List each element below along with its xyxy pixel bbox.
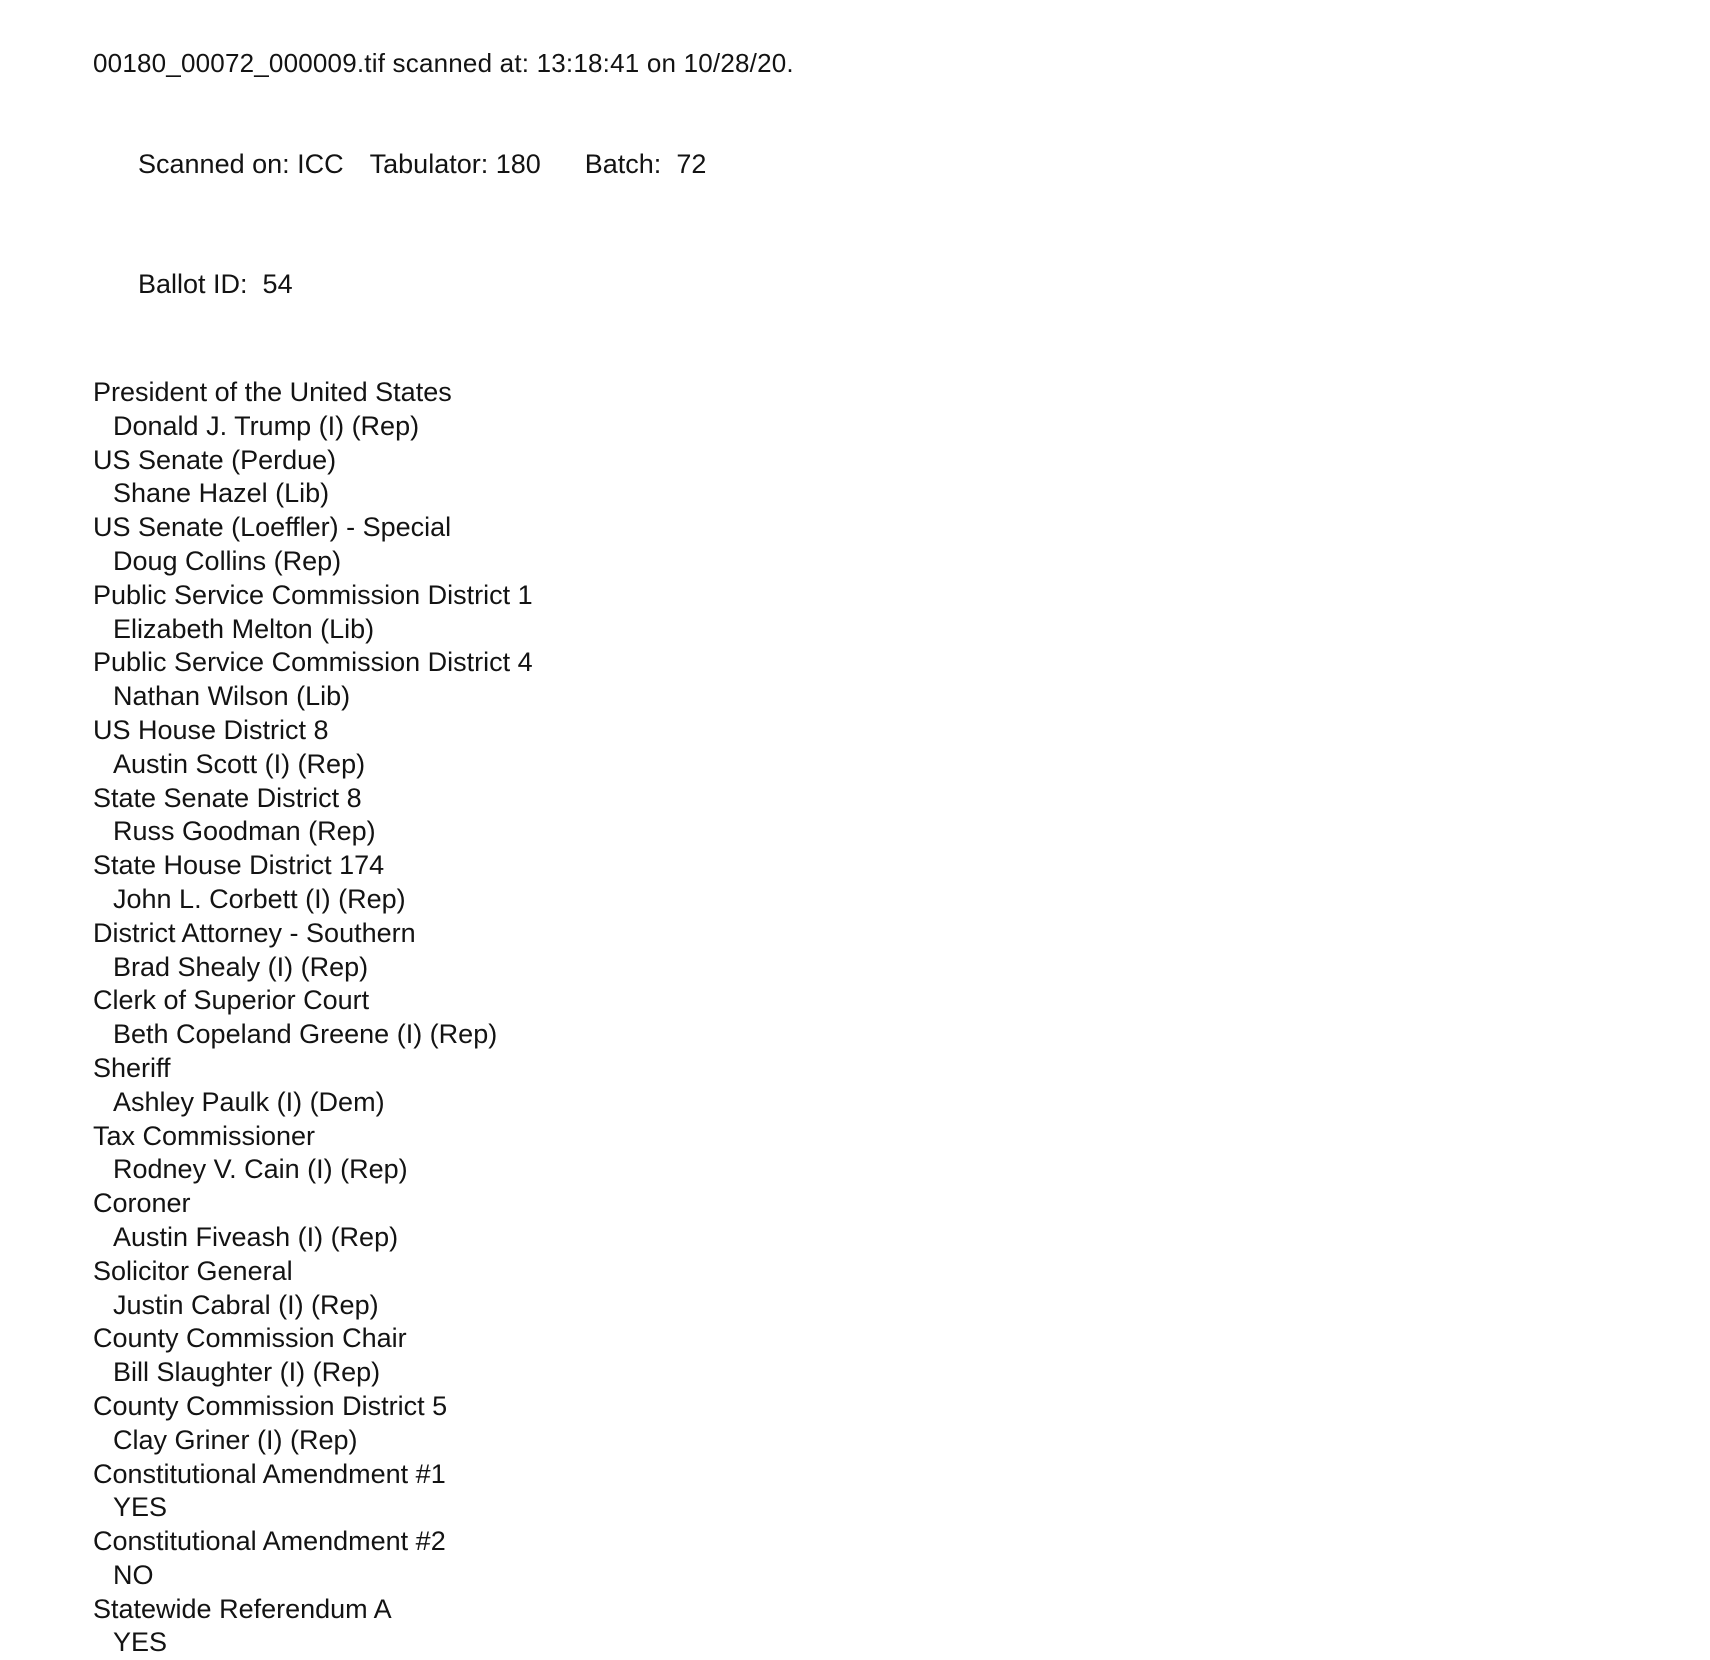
contest-block: [93, 646, 1670, 714]
contest-block: [93, 1458, 1670, 1526]
contest-block: [93, 511, 1670, 579]
contest-block: [93, 1390, 1670, 1458]
contest-block: [93, 444, 1670, 512]
contest-name: County Commission District 5: [93, 1390, 448, 1421]
contest-block: [93, 1255, 1670, 1323]
contest-selection: Austin Scott (I) (Rep): [113, 748, 366, 779]
contest-selection: Bill Slaughter (I) (Rep): [113, 1357, 381, 1388]
contest-list: [93, 376, 1670, 1660]
contest-selection: Justin Cabral (I) (Rep): [113, 1289, 379, 1320]
contest-name: Constitutional Amendment #2: [93, 1526, 446, 1557]
scanned-on-value: Scanned on: ICC: [138, 149, 344, 179]
contest-selection: YES: [113, 1627, 168, 1658]
contest-name: District Attorney - Southern: [93, 917, 416, 948]
contest-selection: Shane Hazel (Lib): [113, 478, 330, 509]
contest-selection: Doug Collins (Rep): [113, 545, 342, 576]
contest-selection: Donald J. Trump (I) (Rep): [113, 410, 420, 441]
contest-name: Public Service Commission District 4: [93, 647, 533, 678]
contest-selection: Austin Fiveash (I) (Rep): [113, 1221, 399, 1252]
contest-name: Statewide Referendum A: [93, 1593, 392, 1624]
scan-file-line: 00180_00072_000009.tif scanned at: 13:18:41 on 10/28/20.: [93, 48, 794, 78]
batch-value: Batch: 72: [584, 149, 707, 179]
contest-selection: Rodney V. Cain (I) (Rep): [113, 1154, 408, 1185]
contest-block: [93, 1593, 1670, 1660]
contest-block: [93, 917, 1670, 985]
contest-name: President of the United States: [93, 377, 452, 407]
contest-block: [93, 984, 1670, 1052]
contest-selection: John L. Corbett (I) (Rep): [113, 883, 406, 914]
contest-name: State Senate District 8: [93, 782, 362, 813]
contest-name: Clerk of Superior Court: [93, 985, 370, 1016]
contest-name: Public Service Commission District 1: [93, 579, 533, 610]
contest-block: [93, 1322, 1670, 1390]
contest-selection: NO: [113, 1559, 154, 1590]
contest-block: [93, 1120, 1670, 1188]
contest-block: [93, 1187, 1670, 1255]
scan-meta-block: [93, 104, 1670, 344]
tabulator-value: Tabulator: 180: [369, 149, 541, 179]
contest-name: Sheriff: [93, 1052, 171, 1083]
contest-selection: Brad Shealy (I) (Rep): [113, 951, 369, 982]
contest-block: [93, 579, 1670, 647]
contest-name: Tax Commissioner: [93, 1120, 316, 1151]
contest-name: US House District 8: [93, 714, 329, 745]
contest-name: US Senate (Loeffler) - Special: [93, 512, 452, 543]
contest-name: County Commission Chair: [93, 1323, 407, 1354]
ballot-id-row: [93, 224, 1670, 344]
contest-name: Constitutional Amendment #1: [93, 1458, 446, 1489]
contest-block: [93, 1525, 1670, 1593]
contest-selection: Ashley Paulk (I) (Dem): [113, 1086, 385, 1117]
ballot-id-value: Ballot ID: 54: [138, 269, 293, 299]
contest-selection: Beth Copeland Greene (I) (Rep): [113, 1019, 498, 1050]
contest-block: [93, 849, 1670, 917]
contest-selection: Elizabeth Melton (Lib): [113, 613, 375, 644]
contest-selection: YES: [113, 1492, 168, 1523]
contest-selection: Clay Griner (I) (Rep): [113, 1424, 358, 1455]
contest-block: [93, 1052, 1670, 1120]
contest-name: State House District 174: [93, 850, 385, 881]
contest-name: Solicitor General: [93, 1255, 293, 1286]
contest-name: US Senate (Perdue): [93, 444, 337, 475]
contest-block: [93, 376, 1670, 444]
ballot-scan-report-page: [93, 46, 1670, 1660]
scanner-info-row: [93, 104, 1670, 224]
contest-block: [93, 782, 1670, 850]
contest-name: Coroner: [93, 1188, 191, 1219]
contest-block: [93, 714, 1670, 782]
contest-selection: Nathan Wilson (Lib): [113, 681, 351, 712]
contest-selection: Russ Goodman (Rep): [113, 816, 376, 847]
